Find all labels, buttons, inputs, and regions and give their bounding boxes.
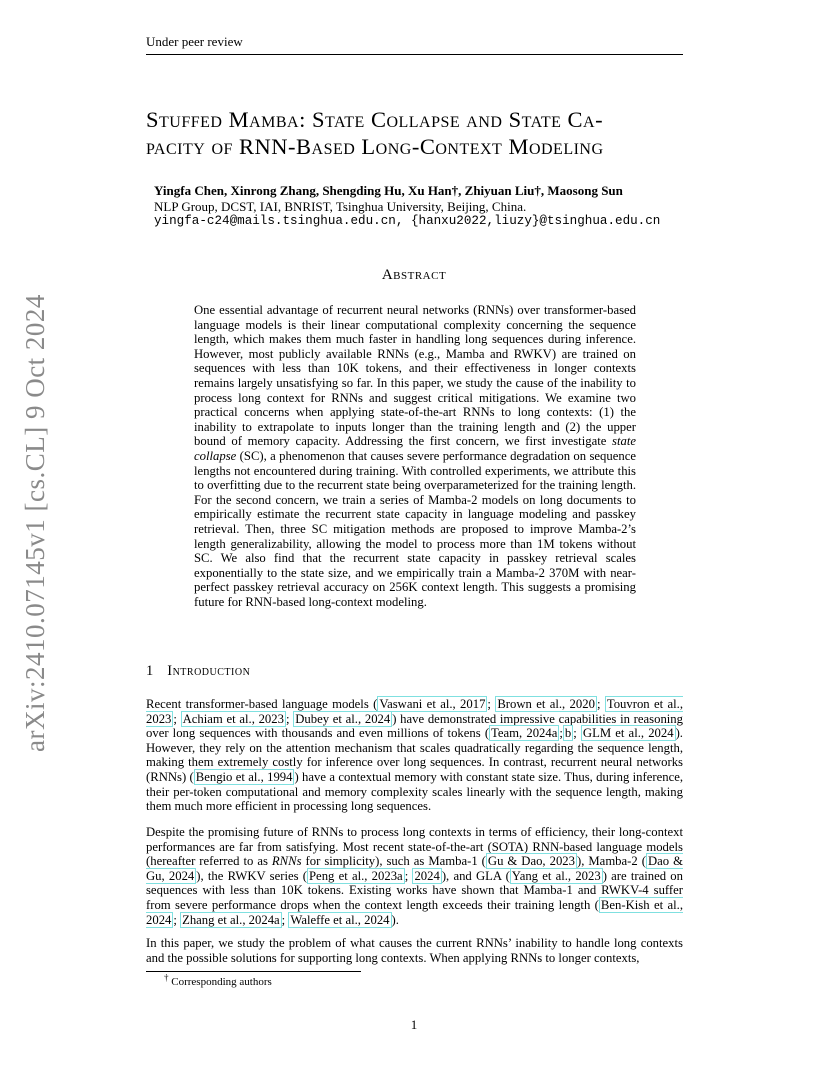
citation-link[interactable]: Zhang et al., 2024a	[182, 912, 280, 927]
citation-link[interactable]: Dao & Gu, 2024	[146, 854, 683, 883]
text: ;	[487, 697, 496, 711]
footnote-mark: †	[164, 972, 169, 983]
text: ;	[559, 726, 563, 741]
citation-link[interactable]: Touvron et al., 2023	[146, 697, 683, 726]
text: ;	[173, 912, 181, 927]
abstract-heading: Abstract	[381, 267, 447, 283]
author-list: Yingfa Chen, Xinrong Zhang, Shengding Hu, Xu Han†, Zhiyuan Liu†, Maosong Sun	[154, 183, 623, 198]
citation-link[interactable]: Vaswani et al., 2017	[379, 697, 486, 711]
section-heading	[146, 663, 250, 680]
footnote	[164, 972, 272, 988]
abstract-body	[194, 303, 636, 609]
citation-link[interactable]: b	[564, 726, 572, 741]
citation-link[interactable]: GLM et al., 2024	[582, 726, 674, 741]
paragraph-2	[146, 825, 683, 927]
citation-link[interactable]: Brown et al., 2020	[497, 697, 595, 711]
text: Recent transformer-based language models (	[146, 697, 378, 711]
citation-link[interactable]: Achiam et al., 2023	[182, 711, 284, 726]
citation-link[interactable]: Waleffe et al., 2024	[290, 912, 390, 927]
section-number: 1	[146, 663, 154, 679]
footnote-text: Corresponding authors	[171, 976, 272, 988]
citation-link[interactable]: Bengio et al., 1994	[195, 769, 293, 784]
affiliation: NLP Group, DCST, IAI, BNRIST, Tsinghua University, Beijing, China.	[154, 199, 527, 214]
arxiv-stamp[interactable]: arXiv:2410.07145v1 [cs.CL] 9 Oct 2024	[20, 294, 50, 752]
text: ;	[281, 912, 289, 927]
paragraph-1	[146, 697, 683, 814]
citation-link[interactable]: Peng et al., 2023a	[309, 868, 403, 883]
abstract-emphasis: state collapse	[194, 434, 636, 463]
citation-link[interactable]: 2024	[414, 868, 440, 883]
text: for simplicity), such as Mamba-1 (	[301, 854, 486, 869]
text: ), the RWKV series (	[196, 868, 307, 883]
text: In this paper, we study the problem of what causes the current RNNs’ inability to handle long contexts and the possible solutions for supporting long contexts. When applying RNNs to longer contexts,	[146, 936, 683, 965]
abstract-text-2: (SC), a phenomenon that causes severe performance degradation on sequence lengths not encountered during training. With controlled experiments, we attribute this to overfitting due to the recurrent state being overparameterized for the training length. For the second concern, we train a series of Mamba-2 models on long documents to empirically estimate the recurrent state capacity in language modeling and passkey retrieval. Then, three SC mitigation methods are proposed to improve Mamba-2’s length generalizability, allowing the model to process more than 1M tokens without SC. We also find that the recurrent state capacity in passkey retrieval scales exponentially to the state size, and we empirically train a Mamba-2 370M with near-perfect passkey retrieval accuracy on 256K context length. This suggests a promising future for RNN-based long-context modeling.	[194, 448, 636, 609]
text: ) have a contextual memory with constant state size. Thus, during inference, their per-token computational and memory complexity scales linearly with the sequence length, making them much more efficient in processing long sequences.	[146, 769, 684, 814]
text: ;	[404, 868, 413, 883]
text: ), and GLA (	[441, 868, 510, 883]
title-line-1: Stuffed Mamba: State Collapse and State Ca-	[146, 107, 604, 132]
emphasis: RNNs	[271, 854, 302, 869]
citation-link[interactable]: Yang et al., 2023	[511, 868, 601, 883]
citation-link[interactable]: Ben-Kish et al., 2024	[146, 897, 683, 927]
text: ;	[573, 726, 581, 741]
text: ;	[596, 697, 605, 711]
paper-title	[146, 106, 706, 160]
citation-link[interactable]: Gu & Dao, 2023	[487, 854, 575, 869]
text: ). However, they rely on the attention mechanism that scales quadratically regarding the sequence length, making them extremely costly for inference over long sequences. In contrast, recurrent neural networks (RNNs) (	[146, 726, 683, 784]
citation-link[interactable]: Dubey et al., 2024	[295, 711, 391, 726]
abstract-text-1: One essential advantage of recurrent neural networks (RNNs) over transformer-based language models is their linear computational complexity concerning the sequence length, which makes them much faster in handling long sequences during inference. However, most publicly available RNNs (e.g., Mamba and RWKV) are trained on sequences with less than 10K tokens, and their effectiveness in longer contexts remains largely unsatisfying so far. In this paper, we study the cause of the inability to process long context for RNNs and suggest critical mitigations. We examine two practical concerns when applying state-of-the-art RNNs to long contexts: (1) the inability to extrapolate to inputs longer than the training length and (2) the upper bound of memory capacity. Addressing the first concern, we first investigate	[194, 303, 636, 449]
text: ), Mamba-2 (	[577, 854, 646, 869]
footnote-divider	[146, 971, 361, 972]
paragraph-3	[146, 936, 683, 965]
text: ;	[285, 711, 294, 726]
page-number: 1	[410, 1017, 418, 1032]
section-title: Introduction	[167, 663, 251, 679]
text: ;	[173, 711, 181, 726]
author-emails: yingfa-c24@mails.tsinghua.edu.cn, {hanxu2022,liuzy}@tsinghua.edu.cn	[154, 214, 661, 228]
text: ) have demonstrated impressive capabilities in reasoning over long sequences with thousands and even millions of tokens (	[146, 711, 683, 741]
title-line-2: pacity of RNN-Based Long-Context Modeling	[146, 134, 604, 159]
running-header: Under peer review	[146, 34, 683, 55]
text: ).	[391, 912, 399, 927]
text: ) are trained on sequences with less than 10K tokens. Existing works have shown that Mamba-1 and RWKV-4 suffer from severe performance drops when the context length exceeds their training length (	[146, 868, 683, 912]
text: Despite the promising future of RNNs to process long contexts in terms of efficiency, their long-context performances are far from satisfying. Most recent state-of-the-art (SOTA) RNN-based language models (hereafter referred to as	[146, 825, 683, 869]
citation-link[interactable]: Team, 2024a	[491, 726, 558, 741]
